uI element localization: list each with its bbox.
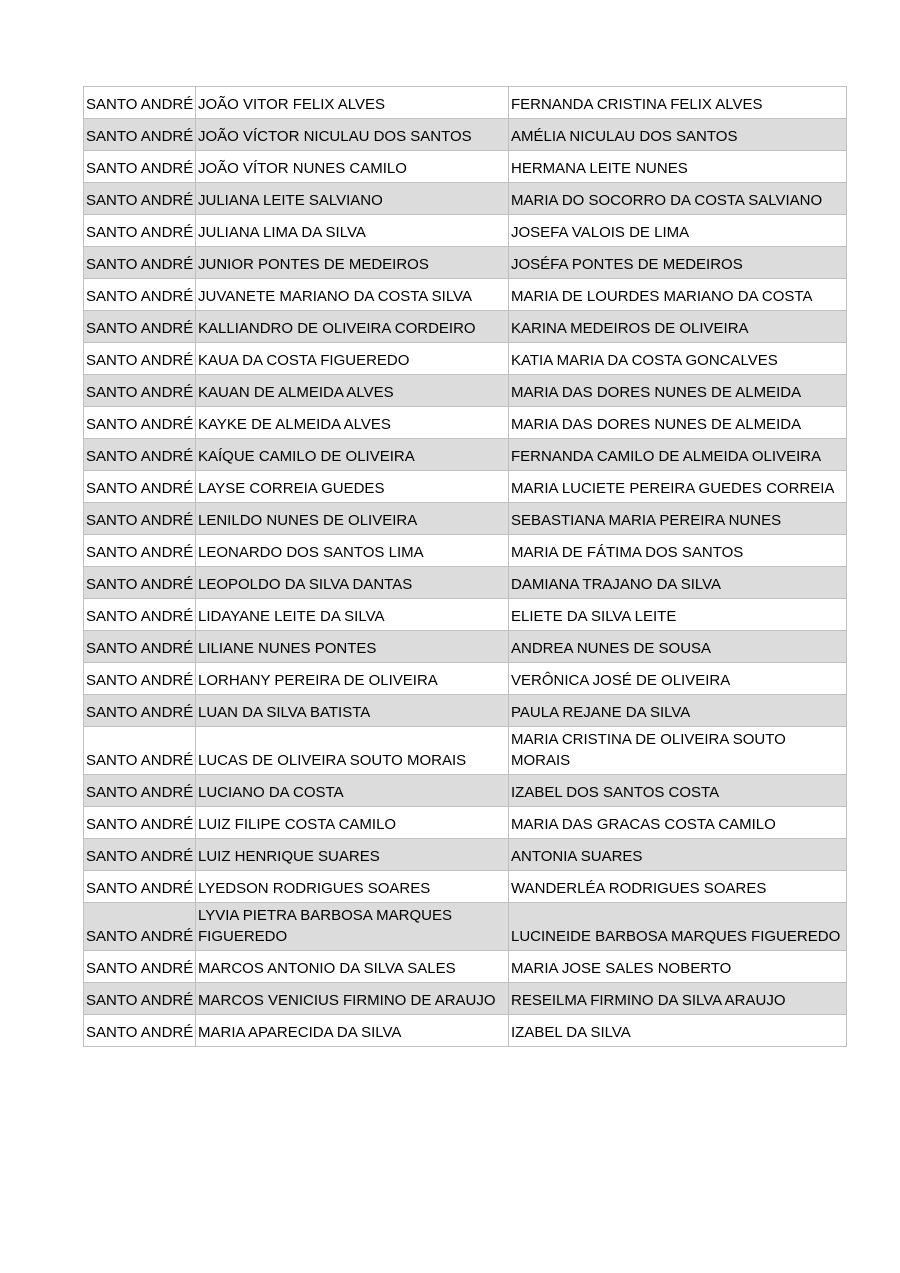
table-row (84, 983, 847, 1015)
mother-name-cell: JOSEFA VALOIS DE LIMA (509, 215, 847, 247)
city-cell: SANTO ANDRÉ (84, 151, 196, 183)
student-name-cell: LUIZ HENRIQUE SUARES (196, 839, 509, 871)
city-cell: SANTO ANDRÉ (84, 311, 196, 343)
mother-name-cell: IZABEL DOS SANTOS COSTA (509, 775, 847, 807)
mother-name-cell: VERÔNICA JOSÉ DE OLIVEIRA (509, 663, 847, 695)
mother-name-cell: SEBASTIANA MARIA PEREIRA NUNES (509, 503, 847, 535)
mother-name-cell: IZABEL DA SILVA (509, 1015, 847, 1047)
mother-name-cell: PAULA REJANE DA SILVA (509, 695, 847, 727)
student-name-cell: LYVIA PIETRA BARBOSA MARQUES FIGUEREDO (196, 903, 509, 951)
student-name-cell: KAUA DA COSTA FIGUEREDO (196, 343, 509, 375)
city-cell: SANTO ANDRÉ (84, 87, 196, 119)
mother-name-cell: RESEILMA FIRMINO DA SILVA ARAUJO (509, 983, 847, 1015)
mother-name-cell: FERNANDA CRISTINA FELIX ALVES (509, 87, 847, 119)
city-cell: SANTO ANDRÉ (84, 983, 196, 1015)
mother-name-cell: WANDERLÉA RODRIGUES SOARES (509, 871, 847, 903)
mother-name-cell: MARIA DO SOCORRO DA COSTA SALVIANO (509, 183, 847, 215)
mother-name-cell: ELIETE DA SILVA LEITE (509, 599, 847, 631)
table-row (84, 87, 847, 119)
city-cell: SANTO ANDRÉ (84, 903, 196, 951)
city-cell: SANTO ANDRÉ (84, 695, 196, 727)
student-name-cell: KAYKE DE ALMEIDA ALVES (196, 407, 509, 439)
mother-name-cell: ANDREA NUNES DE SOUSA (509, 631, 847, 663)
city-cell: SANTO ANDRÉ (84, 183, 196, 215)
city-cell: SANTO ANDRÉ (84, 119, 196, 151)
table-row (84, 807, 847, 839)
city-cell: SANTO ANDRÉ (84, 343, 196, 375)
mother-name-cell: DAMIANA TRAJANO DA SILVA (509, 567, 847, 599)
student-name-cell: KAUAN DE ALMEIDA ALVES (196, 375, 509, 407)
table-row (84, 535, 847, 567)
mother-name-cell: AMÉLIA NICULAU DOS SANTOS (509, 119, 847, 151)
table-row (84, 151, 847, 183)
student-name-cell: LUCIANO DA COSTA (196, 775, 509, 807)
table-row (84, 343, 847, 375)
mother-name-cell: MARIA DE FÁTIMA DOS SANTOS (509, 535, 847, 567)
mother-name-cell: MARIA DAS DORES NUNES DE ALMEIDA (509, 407, 847, 439)
city-cell: SANTO ANDRÉ (84, 599, 196, 631)
student-name-cell: LIDAYANE LEITE DA SILVA (196, 599, 509, 631)
mother-name-cell: ANTONIA SUARES (509, 839, 847, 871)
mother-name-cell: LUCINEIDE BARBOSA MARQUES FIGUEREDO (509, 903, 847, 951)
city-cell: SANTO ANDRÉ (84, 663, 196, 695)
student-name-cell: JUVANETE MARIANO DA COSTA SILVA (196, 279, 509, 311)
student-name-cell: MARCOS ANTONIO DA SILVA SALES (196, 951, 509, 983)
city-cell: SANTO ANDRÉ (84, 279, 196, 311)
student-name-cell: JULIANA LEITE SALVIANO (196, 183, 509, 215)
city-cell: SANTO ANDRÉ (84, 567, 196, 599)
student-name-cell: KALLIANDRO DE OLIVEIRA CORDEIRO (196, 311, 509, 343)
city-cell: SANTO ANDRÉ (84, 471, 196, 503)
city-cell: SANTO ANDRÉ (84, 439, 196, 471)
student-name-cell: LYEDSON RODRIGUES SOARES (196, 871, 509, 903)
student-name-cell: JULIANA LIMA DA SILVA (196, 215, 509, 247)
mother-name-cell: MARIA DE LOURDES MARIANO DA COSTA (509, 279, 847, 311)
roster-table-body (84, 87, 847, 1047)
mother-name-cell: KARINA MEDEIROS DE OLIVEIRA (509, 311, 847, 343)
mother-name-cell: HERMANA LEITE NUNES (509, 151, 847, 183)
mother-name-cell: MARIA DAS GRACAS COSTA CAMILO (509, 807, 847, 839)
student-name-cell: JOÃO VÍCTOR NICULAU DOS SANTOS (196, 119, 509, 151)
student-name-cell: LUCAS DE OLIVEIRA SOUTO MORAIS (196, 727, 509, 775)
city-cell: SANTO ANDRÉ (84, 503, 196, 535)
table-row (84, 119, 847, 151)
city-cell: SANTO ANDRÉ (84, 839, 196, 871)
city-cell: SANTO ANDRÉ (84, 631, 196, 663)
student-name-cell: LENILDO NUNES DE OLIVEIRA (196, 503, 509, 535)
table-row (84, 311, 847, 343)
mother-name-cell: FERNANDA CAMILO DE ALMEIDA OLIVEIRA (509, 439, 847, 471)
mother-name-cell: KATIA MARIA DA COSTA GONCALVES (509, 343, 847, 375)
table-row (84, 375, 847, 407)
table-row (84, 727, 847, 775)
mother-name-cell: MARIA DAS DORES NUNES DE ALMEIDA (509, 375, 847, 407)
mother-name-cell: MARIA LUCIETE PEREIRA GUEDES CORREIA (509, 471, 847, 503)
city-cell: SANTO ANDRÉ (84, 1015, 196, 1047)
mother-name-cell: MARIA CRISTINA DE OLIVEIRA SOUTO MORAIS (509, 727, 847, 775)
table-row (84, 407, 847, 439)
roster-table (83, 86, 847, 1047)
student-name-cell: LUAN DA SILVA BATISTA (196, 695, 509, 727)
table-row (84, 567, 847, 599)
student-name-cell: LORHANY PEREIRA DE OLIVEIRA (196, 663, 509, 695)
table-row (84, 631, 847, 663)
city-cell: SANTO ANDRÉ (84, 375, 196, 407)
table-row (84, 871, 847, 903)
table-row (84, 839, 847, 871)
table-row (84, 663, 847, 695)
table-row (84, 1015, 847, 1047)
table-row (84, 247, 847, 279)
student-name-cell: JOÃO VITOR FELIX ALVES (196, 87, 509, 119)
table-row (84, 215, 847, 247)
table-row (84, 471, 847, 503)
student-name-cell: JUNIOR PONTES DE MEDEIROS (196, 247, 509, 279)
city-cell: SANTO ANDRÉ (84, 775, 196, 807)
table-row (84, 951, 847, 983)
table-row (84, 503, 847, 535)
city-cell: SANTO ANDRÉ (84, 535, 196, 567)
table-row (84, 775, 847, 807)
student-name-cell: LUIZ FILIPE COSTA CAMILO (196, 807, 509, 839)
student-name-cell: MARIA APARECIDA DA SILVA (196, 1015, 509, 1047)
city-cell: SANTO ANDRÉ (84, 247, 196, 279)
student-name-cell: LEONARDO DOS SANTOS LIMA (196, 535, 509, 567)
table-row (84, 439, 847, 471)
city-cell: SANTO ANDRÉ (84, 871, 196, 903)
student-name-cell: LAYSE CORREIA GUEDES (196, 471, 509, 503)
city-cell: SANTO ANDRÉ (84, 727, 196, 775)
city-cell: SANTO ANDRÉ (84, 807, 196, 839)
table-row (84, 599, 847, 631)
city-cell: SANTO ANDRÉ (84, 215, 196, 247)
student-name-cell: MARCOS VENICIUS FIRMINO DE ARAUJO (196, 983, 509, 1015)
table-row (84, 183, 847, 215)
table-row (84, 903, 847, 951)
city-cell: SANTO ANDRÉ (84, 407, 196, 439)
mother-name-cell: JOSÉFA PONTES DE MEDEIROS (509, 247, 847, 279)
table-row (84, 279, 847, 311)
mother-name-cell: MARIA JOSE SALES NOBERTO (509, 951, 847, 983)
student-name-cell: KAÍQUE CAMILO DE OLIVEIRA (196, 439, 509, 471)
student-name-cell: LILIANE NUNES PONTES (196, 631, 509, 663)
city-cell: SANTO ANDRÉ (84, 951, 196, 983)
student-name-cell: JOÃO VÍTOR NUNES CAMILO (196, 151, 509, 183)
student-name-cell: LEOPOLDO DA SILVA DANTAS (196, 567, 509, 599)
table-row (84, 695, 847, 727)
